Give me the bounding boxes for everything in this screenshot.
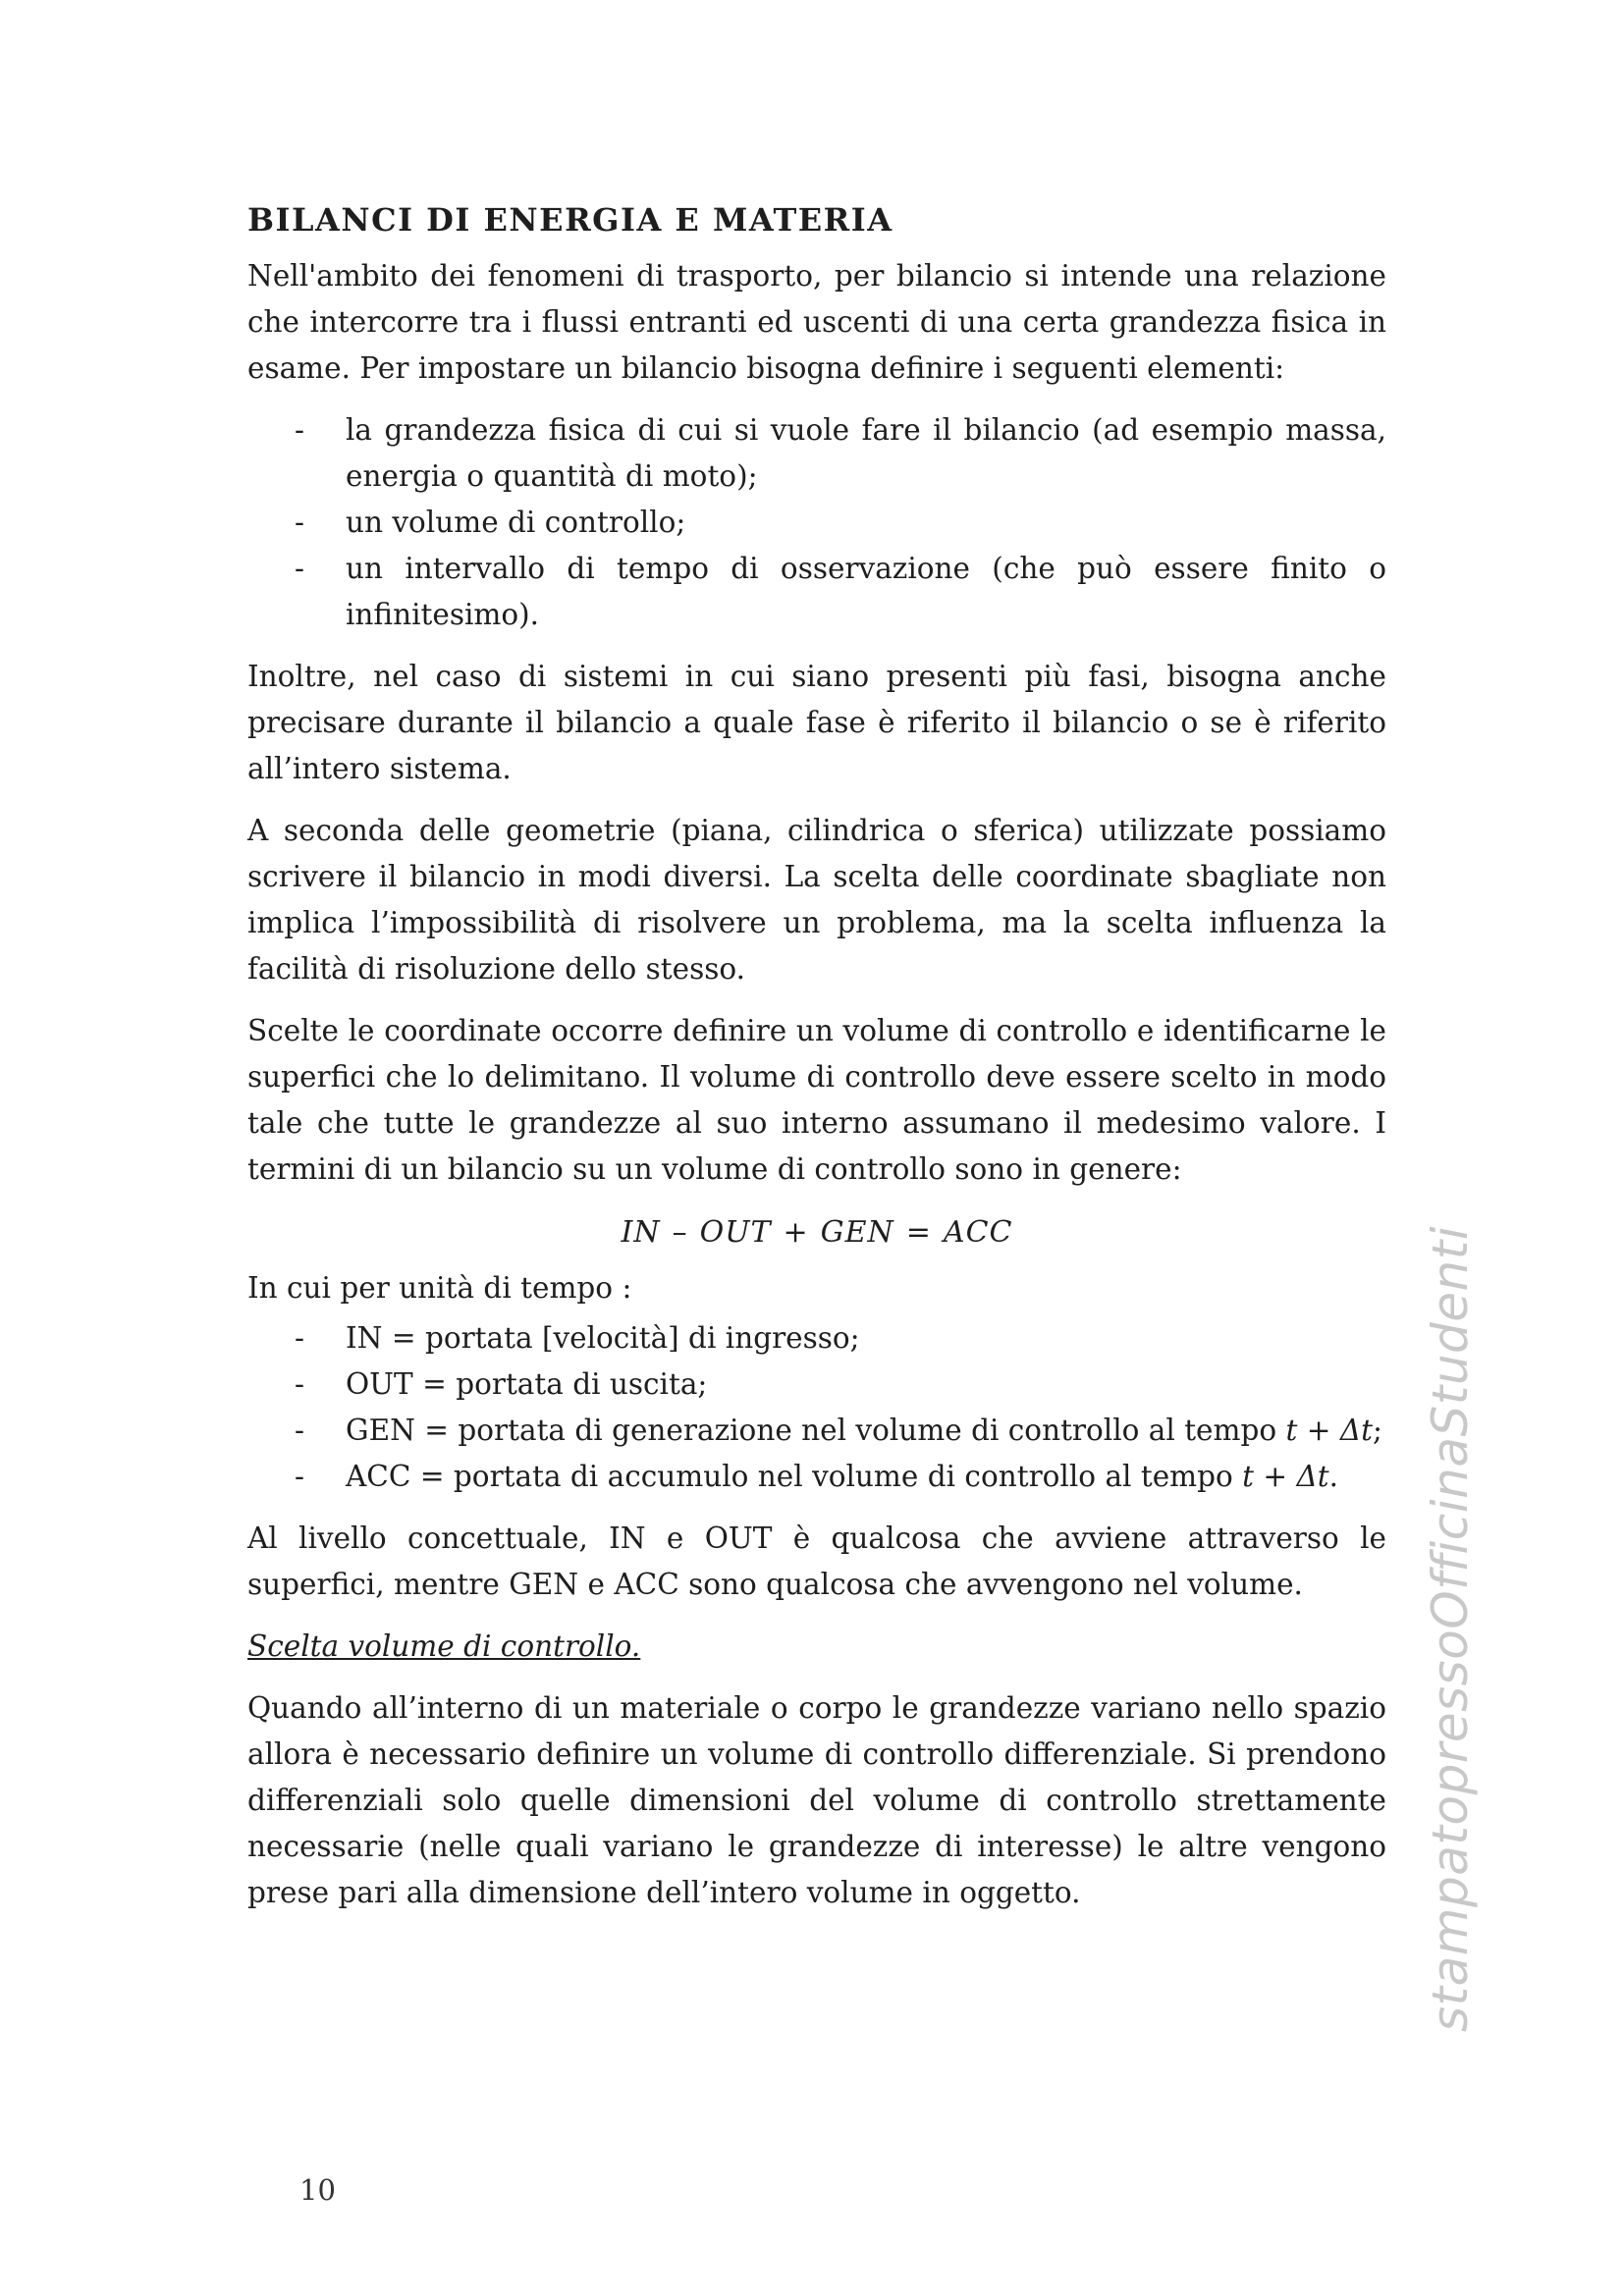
equation-in: IN bbox=[621, 1215, 661, 1250]
balance-equation bbox=[247, 1208, 1386, 1257]
equation-out: OUT bbox=[699, 1215, 772, 1250]
term-acc-text: ACC = portata di accumulo nel volume di controllo al tempo bbox=[346, 1460, 1243, 1493]
differential-paragraph: Quando all’interno di un materiale o corpo le grandezze variano nello spazio allora è necessario definire un volume di controllo differenziale. Si prendono differenziali solo quelle dimensioni del volume di controllo strettamente necessarie (nelle quali variano le grandezze di interesse) le altre vengono prese pari alla dimensione dell’intero volume in oggetto. bbox=[247, 1691, 1386, 1909]
control-volume-paragraph: Scelte le coordinate occorre definire un volume di controllo e identificarne le superfici che lo delimitano. Il volume di controllo deve essere scelto in modo tale che tutte le grandezze al suo interno assumano il medesimo valore. I termini di un bilancio su un volume di controllo sono in genere: bbox=[247, 1014, 1386, 1186]
equation-acc: ACC bbox=[943, 1215, 1013, 1250]
equation-equals: = bbox=[905, 1215, 932, 1250]
term-gen-end: ; bbox=[1373, 1414, 1382, 1447]
list-item: - un volume di controllo; bbox=[247, 500, 1386, 546]
page-content bbox=[247, 196, 1386, 1932]
equation-plus: + bbox=[783, 1215, 809, 1250]
term-acc-math: t + Δt bbox=[1242, 1460, 1329, 1493]
terms-list bbox=[247, 1315, 1386, 1500]
list-item: - un intervallo di tempo di osservazione (che può essere finito o infinitesimo). bbox=[247, 546, 1386, 638]
equation-gen: GEN bbox=[820, 1215, 894, 1250]
per-unit-time-text: In cui per unità di tempo : bbox=[247, 1271, 632, 1305]
term-acc bbox=[247, 1454, 1386, 1500]
watermark: stampatopressoOfficinaStudenti bbox=[1422, 1225, 1479, 2032]
elements-list bbox=[247, 407, 1386, 638]
subheading: Scelta volume di controllo. bbox=[247, 1629, 641, 1663]
section-title: BILANCI DI ENERGIA E MATERIA bbox=[247, 201, 893, 239]
intro-paragraph: Nell'ambito dei fenomeni di trasporto, per bilancio si intende una relazione che intercorre tra i flussi entranti ed uscenti di una certa grandezza fisica in esame. Per impostare un bilancio bisogna definire i seguenti elementi: bbox=[247, 259, 1386, 385]
term-in: - IN = portata [velocità] di ingresso; bbox=[247, 1315, 1386, 1362]
geometry-paragraph: A seconda delle geometrie (piana, cilindrica o sferica) utilizzate possiamo scrivere il bilancio in modi diversi. La scelta delle coordinate sbagliate non implica l’impossibilità di risolvere un problema, ma la scelta influenza la facilità di risoluzione dello stesso. bbox=[247, 814, 1386, 986]
term-out: - OUT = portata di uscita; bbox=[247, 1362, 1386, 1408]
equation-minus: – bbox=[672, 1215, 688, 1250]
phases-paragraph: Inoltre, nel caso di sistemi in cui siano presenti più fasi, bisogna anche precisare durante il bilancio a quale fase è riferito il bilancio o se è riferito all’intero sistema. bbox=[247, 660, 1386, 785]
list-item: - la grandezza fisica di cui si vuole fare il bilancio (ad esempio massa, energia o quantità di moto); bbox=[247, 407, 1386, 500]
term-gen-text: GEN = portata di generazione nel volume di controllo al tempo bbox=[346, 1414, 1286, 1447]
page-number: 10 bbox=[299, 2173, 336, 2207]
term-acc-end: . bbox=[1328, 1460, 1339, 1493]
term-gen bbox=[247, 1408, 1386, 1454]
term-gen-math: t + Δt bbox=[1285, 1414, 1373, 1447]
concept-paragraph: Al livello concettuale, IN e OUT è qualcosa che avviene attraverso le superfici, mentre GEN e ACC sono qualcosa che avvengono nel volume. bbox=[247, 1522, 1386, 1601]
